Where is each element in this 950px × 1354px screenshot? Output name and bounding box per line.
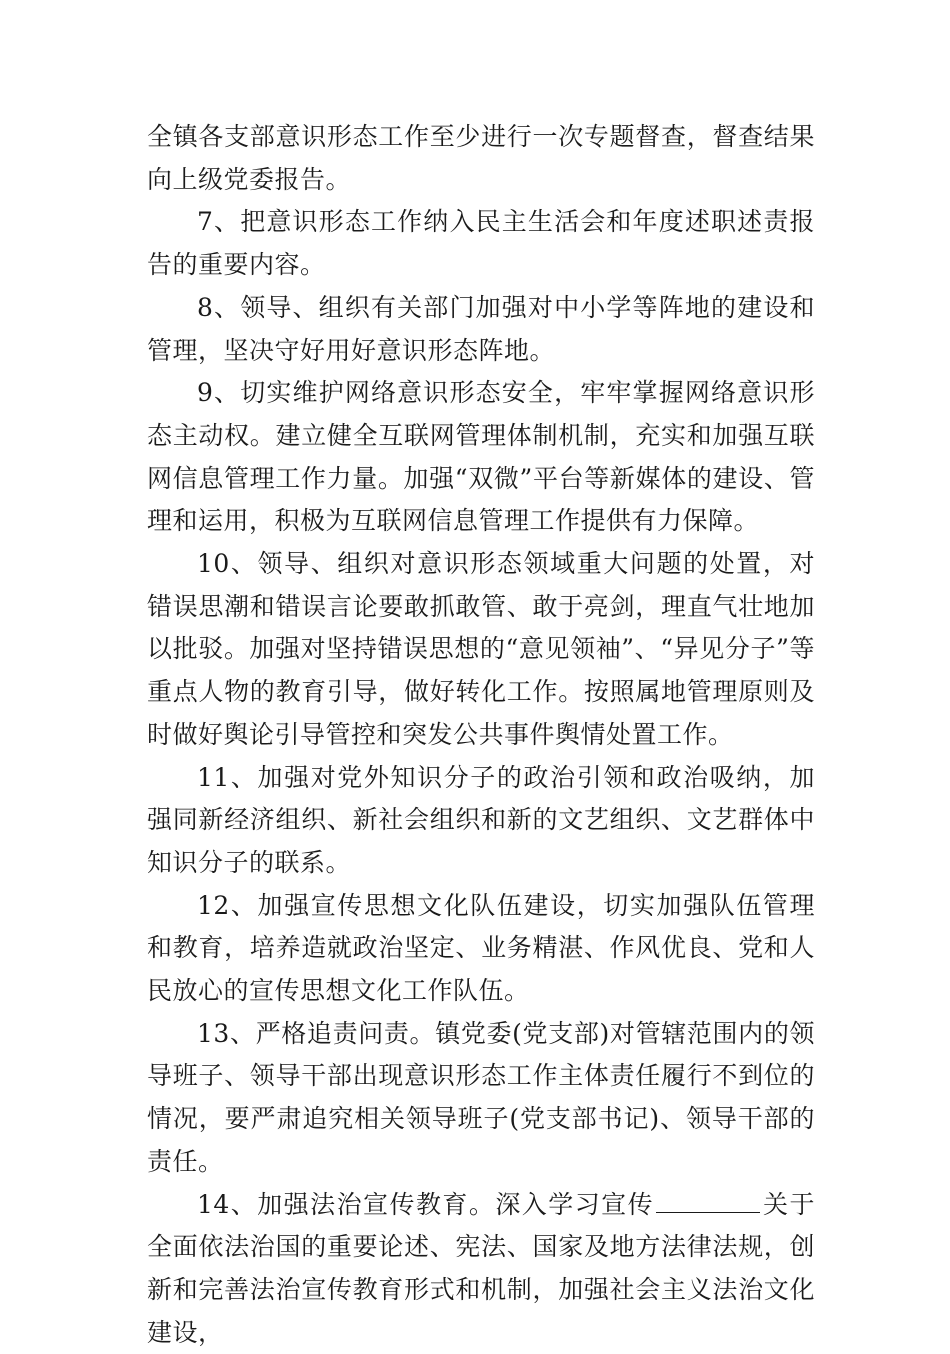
paragraph-item-12: 12、加强宣传思想文化队伍建设，切实加强队伍管理和教育，培养造就政治坚定、业务精湛、作风优良、党和人民放心的宣传思想文化工作队伍。 (147, 890, 815, 1006)
paragraph-14-before: 14、加强法治宣传教育。深入学习宣传 (197, 1189, 655, 1219)
paragraph-continuation: 全镇各支部意识形态工作至少进行一次专题督查，督查结果向上级党委报告。 (147, 122, 815, 194)
paragraph-item-8: 8、领导、组织有关部门加强对中小学等阵地的建设和管理，坚决守好用好意识形态阵地。 (147, 292, 815, 365)
document-body (147, 116, 815, 1354)
paragraph-14-after: 关于全面依法治国的重要论述、宪法、国家及地方法律法规，创新和完善法治宣传教育形式和机制，加强社会主义法治文化建设， (147, 1189, 815, 1347)
paragraph-item-14 (147, 1184, 815, 1354)
paragraph-item-11: 11、加强对党外知识分子的政治引领和政治吸纳，加强同新经济组织、新社会组织和新的文艺组织、文艺群体中知识分子的联系。 (147, 762, 815, 877)
paragraph-item-10: 10、领导、组织对意识形态领域重大问题的处置，对错误思潮和错误言论要敢抓敢管、敢于亮剑，理直气壮地加以批驳。加强对坚持错误思想的“意见领袖”、“异见分子”等重点人物的教育引导，做好转化工作。按照属地管理原则及时做好舆论引导管控和突发公共事件舆情处置工作。 (147, 549, 815, 749)
paragraph-item-9: 9、切实维护网络意识形态安全，牢牢掌握网络意识形态主动权。建立健全互联网管理体制机制，充实和加强互联网信息管理工作力量。加强“双微”平台等新媒体的建设、管理和运用，积极为互联网信息管理工作提供有力保障。 (147, 378, 815, 536)
paragraph-item-7: 7、把意识形态工作纳入民主生活会和年度述职述责报告的重要内容。 (147, 207, 815, 280)
fill-in-blank (656, 1190, 760, 1213)
paragraph-item-13: 13、严格追责问责。镇党委(党支部)对管辖范围内的领导班子、领导干部出现意识形态工作主体责任履行不到位的情况，要严肃追究相关领导班子(党支部书记)、领导干部的责任。 (147, 1018, 815, 1176)
